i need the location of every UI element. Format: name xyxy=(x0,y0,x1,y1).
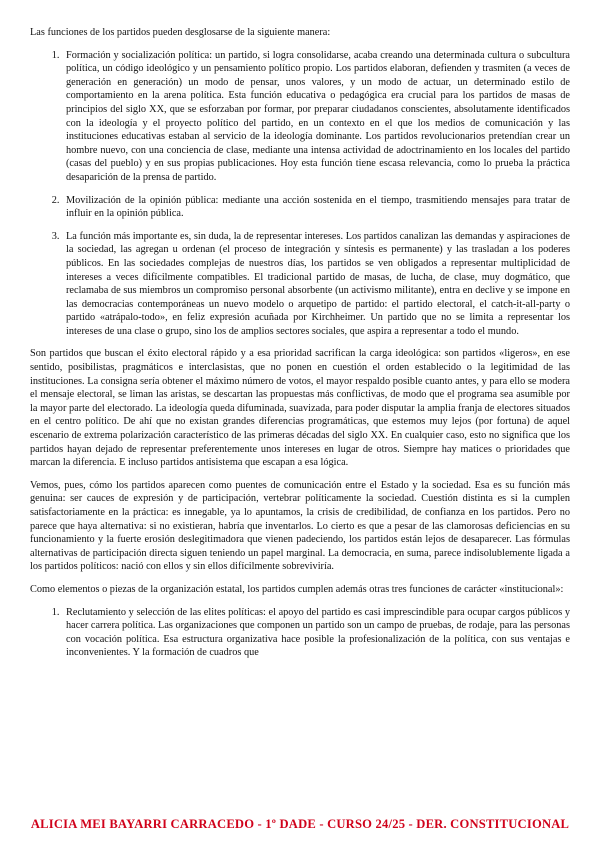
paragraph-electoral-parties: Son partidos que buscan el éxito electoral rápido y a esa prioridad sacrifican la carga ideológica: son partidos «ligeros», en ese sentido, posibilistas, pragmáticos e interclasistas, que no ponen en cuestión el orden establecido o la legitimidad de las instituciones. La consigna sería obtener el máximo número de votos, el mayor respaldo posible cuanto antes, y para ello se modera el mensaje electoral, se liman las aristas, se descartan las propuestas más conflictivas, de modo que el programa sea asumible por la mayor parte del electorado. La ideología queda difuminada, suavizada, para poder disputar la amplia franja de electores situados en el centro político. De ahí que no existan grandes diferencias programáticas, que estemos muy lejos (por fortuna) de aquel escenario de extrema polarización característico de las primeras décadas del siglo XX. En cualquier caso, esto no significa que los partidos hayan dejado de representar preferentemente unos intereses en lugar de otros. Siempre hay matices o prioridades que marcan la diferencia. E incluso partidos antisistema que escapan a esa lógica. xyxy=(30,348,570,469)
institutional-function-item-1: 1. Reclutamiento y selección de las elites políticas: el apoyo del partido es casi imprescindible para ocupar cargos públicos y hacer carrera política. Las organizaciones que componen un partido son un campo de pruebas, de rodaje, para las personas con vocación política. Esa estructura organizativa hace posible la profesionalización de la política, con sus ventajas e inconvenientes. Y la formación de cuadros que xyxy=(62,606,570,660)
footer-author-line: ALICIA MEI BAYARRI CARRACEDO - 1º DADE - CURSO 24/25 - DER. CONSTITUCIONAL xyxy=(30,817,570,831)
institutional-functions-list xyxy=(30,606,570,660)
function-item-1: 1. Formación y socialización política: un partido, si logra consolidarse, acaba creando una determinada cultura o subcultura política, un código ideológico y un pensamiento político propio. Los partidos elaboran, defienden y trasmiten (a veces de generación en generación) un modo de pensar, unos valores, y un modo de actuar, un determinado estilo de comportamiento en la arena política. Esta función educativa o pedagógica era crucial para los partidos de masas de principios del siglo XX, que se esforzaban por formar, por preparar ciudadanos conscientes, absolutamente identificados con la ideología y el proyecto político del partido, en un contexto en el que los medios de comunicación y las instituciones educativas estaban al servicio de la ideología dominante. Los partidos revolucionarios pretendían crear un hombre nuevo, con una conciencia de clase, mediante una intensa actividad de adoctrinamiento en los locales del partido (casas del pueblo) y en sus propias publicaciones. Hoy esta función tiene escasa relevancia, como lo prueba la práctica desaparición de la prensa de partido. xyxy=(62,49,570,185)
paragraph-communication-bridges: Vemos, pues, cómo los partidos aparecen como puentes de comunicación entre el Estado y la sociedad. Esa es su función más genuina: ser cauces de expresión y de participación, vertebrar políticamente la sociedad. Cuestión distinta es si la cumplen satisfactoriamente en la práctica: es innegable, ya lo apuntamos, la crisis de credibilidad, de confianza en los partidos. Pero no parece que haya alternativa: si no existieran, habría que inventarlos. Lo cierto es que a pesar de las clamorosas deficiencias en su funcionamiento y la fuerte erosión deslegitimadora que vienen padeciendo, los partidos están lejos de desaparecer. Las fórmulas alternativas de participación directa siguen teniendo un papel marginal. La democracia, en suma, parece indisolublemente ligada a los partidos políticos: nació con ellos y sin ellos difícilmente sobreviviría. xyxy=(30,479,570,573)
paragraph-institutional-intro: Como elementos o piezas de la organización estatal, los partidos cumplen además otras tres funciones de carácter «institucional»: xyxy=(30,583,564,595)
functions-list xyxy=(30,49,570,339)
intro-paragraph: Las funciones de los partidos pueden desglosarse de la siguiente manera: xyxy=(30,27,331,38)
function-item-2: 2. Movilización de la opinión pública: mediante una acción sostenida en el tiempo, trasmitiendo mensajes para tratar de influir en la opinión pública. xyxy=(62,194,570,221)
function-item-3: 3. La función más importante es, sin duda, la de representar intereses. Los partidos canalizan las demandas y aspiraciones de la sociedad, las agregan u ordenan (el proceso de integración y síntesis es permanente) y las trasladan a los poderes públicos. En las sociedades complejas de nuestros días, los partidos se ven obligados a representar multiplicidad de intereses a veces difícilmente compatibles. El tradicional partido de masas, de lucha, de clase, muy dogmático, que reclamaba de sus miembros un compromiso personal absorbente (un activismo militante), entra en declive y se impone en las democracias contemporáneas un nuevo modelo o arquetipo de partido: el partido electoral, el catch-it-all-party o partido «atrápalo-todo», en feliz expresión acuñada por Kirchheimer. Un partido que no se limita a representar los intereses de una clase o grupo, sino los de amplios sectores sociales, que aspira a representar a todo el mundo. xyxy=(62,230,570,339)
